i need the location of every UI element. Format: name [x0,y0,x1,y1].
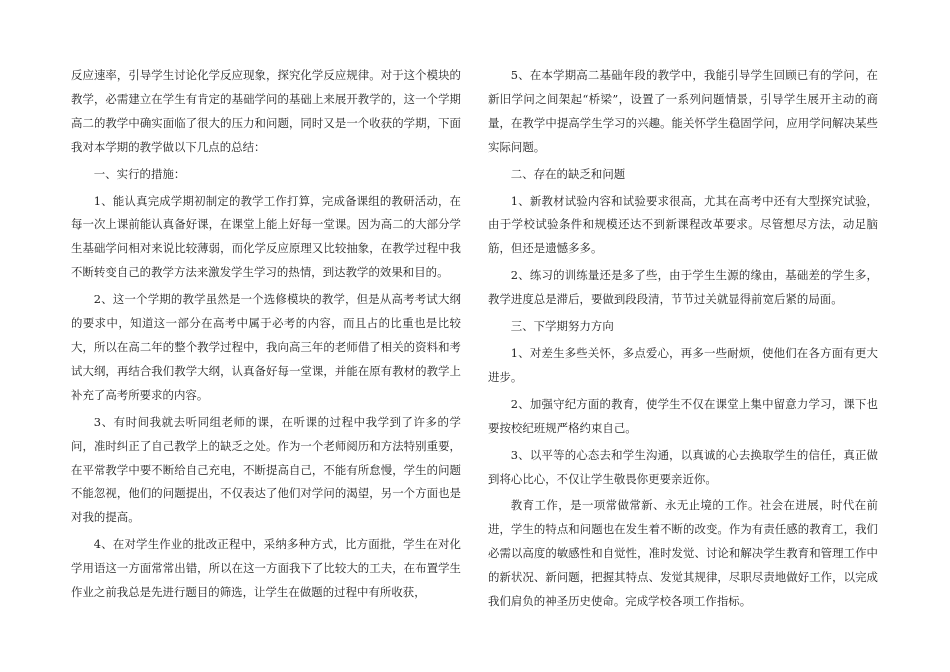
paragraph-measure-2: 2、这一个学期的教学虽然是一个选修模块的教学，但是从高考考试大纲的要求中，知道这一部分在高考中属于必考的内容，而且占的比重也是比较大，所以在高二年的整个教学过程中，我向高三年的老师借了相关的资料和考试大纲，再结合我们教学大纲，认真备好每一堂课，并能在原有教材的教学上补充了高考所要求的内容。 [71,292,461,402]
paragraph-measure-1: 1、能认真完成学期初制定的教学工作打算，完成备课组的教研活动，在每一次上课前能认真备好课，在课堂上能上好每一堂课。因为高二的大部分学生基础学问相对来说比较薄弱，而化学反应原理又比较抽象，在教学过程中我不断转变自己的教学方法来激发学生学习的热情，到达教学的效果和目的。 [71,193,461,280]
paragraph-measure-5: 5、在本学期高二基础年段的教学中，我能引导学生回顾已有的学问，在新旧学问之间架起“桥梁”，设置了一系列问题情景，引导学生展开主动的商量，在教学中提高学生学习的兴趣。能关怀学生稳固学问，应用学问解决某些实际问题。 [488,68,878,154]
paragraph-direction-1: 1、对差生多些关怀，多点爱心，再多一些耐烦，使他们在各方面有更大进步。 [488,345,878,384]
paragraph-conclusion: 教育工作，是一项常做常新、永无止境的工作。社会在进展，时代在前进，学生的特点和问题也在发生着不断的改变。作为有责任感的教育工，我们必需以高度的敏感性和自觉性，准时发觉、讨论和解决学生教育和管理工作中的新状况、新问题，把握其特点、发觉其规律，尽职尽责地做好工作，以完成我们肩负的神圣历史使命。完成学校各项工作指标。 [488,498,878,609]
left-column [71,64,461,605]
paragraph-measure-4: 4、在对学生作业的批改正程中，采纳多种方式，比方面批，学生在对化学用语这一方面常常出错，所以在这一方面我下了比较大的工夫，在布置学生作业之前我总是先进行题目的筛选，让学生在做题的过程中有所收获， [71,537,461,600]
heading-next-term: 三、下学期努力方向 [510,319,614,334]
heading-shortcomings: 二、存在的缺乏和问题 [510,166,626,181]
paragraph-shortcoming-1: 1、新教材试验内容和试验要求很高，尤其在高考中还有大型探究试验，由于学校试验条件和规模还达不到新课程改革要求。尽管想尽方法，动足脑筋，但还是遗憾多多。 [488,193,878,256]
paragraph-direction-2: 2、加强守纪方面的教育，使学生不仅在课堂上集中留意力学习，课下也要按校纪班规严格约束自己。 [488,396,878,435]
paragraph-intro: 反应速率，引导学生讨论化学反应现象，探究化学反应规律。对于这个模块的教学，必需建立在学生有肯定的基础学问的基础上来展开教学的，这一个学期高二的教学中确实面临了很大的压力和问题，同时又是一个收获的学期，下面我对本学期的教学做以下几点的总结： [71,68,461,154]
paragraph-shortcoming-2: 2、练习的训练量还是多了些，由于学生生源的缘由，基础差的学生多，教学进度总是滞后，要做到段段清，节节过关就显得前宽后紧的局面。 [488,268,878,307]
heading-measures: 一、实行的措施： [93,166,186,181]
paragraph-direction-3: 3、以平等的心态去和学生沟通，以真诚的心去换取学生的信任，真正做到将心比心，不仅让学生敬畏你更要亲近你。 [488,447,878,486]
paragraph-measure-3: 3、有时间我就去听同组老师的课，在听课的过程中我学到了许多的学问，准时纠正了自己教学上的缺乏之处。作为一个老师阅历和方法特别重要，在平常教学中要不断给自己充电，不断提高自己，不能有所怠慢，学生的问题不能忽视，他们的问题提出，不仅表达了他们对学问的渴望，另一个方面也是对我的提高。 [71,414,461,525]
right-column [488,64,878,614]
